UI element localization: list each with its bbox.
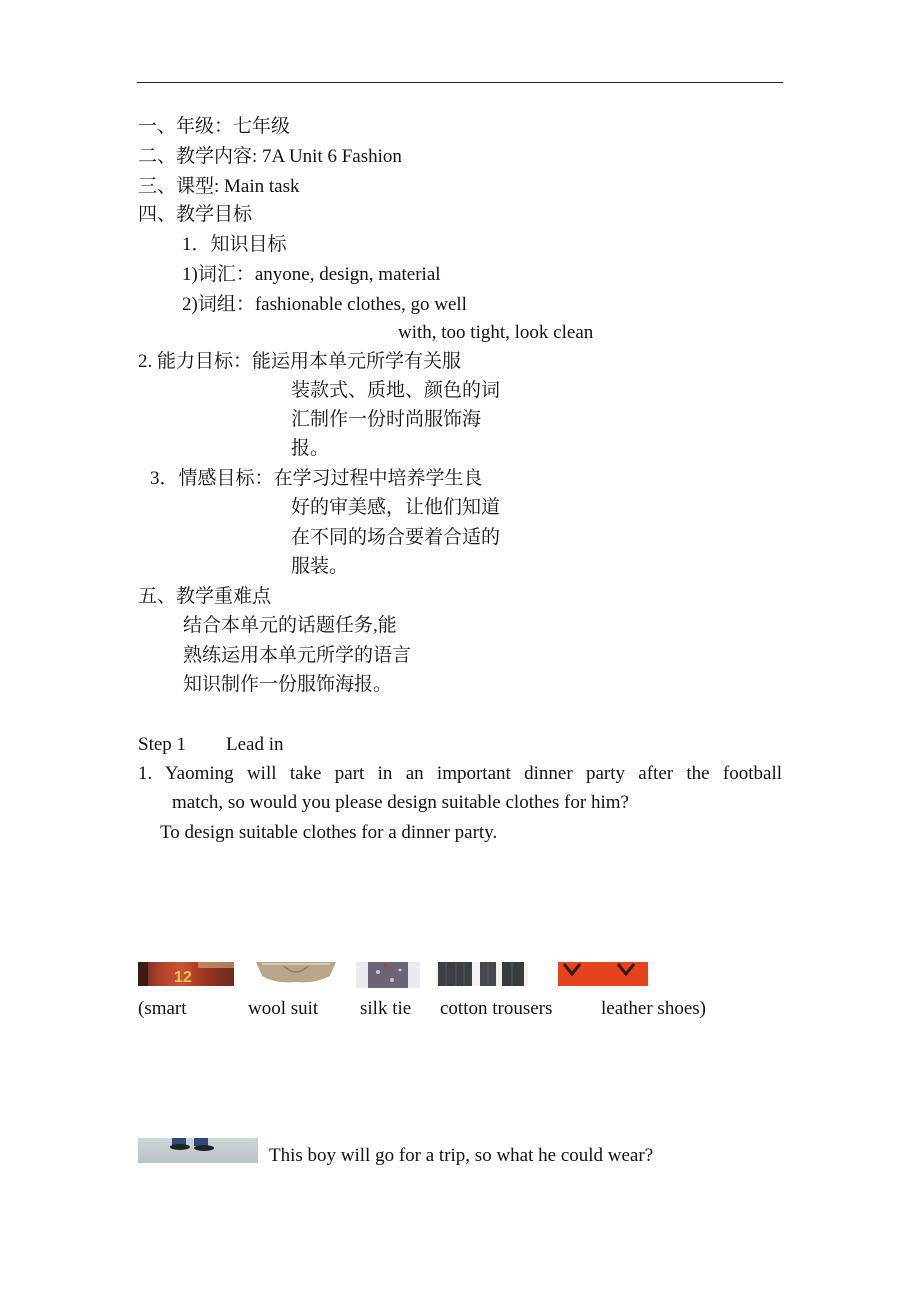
knowledge-objective-heading: 1．知识目标 <box>182 234 287 255</box>
grade-line: 一、年级：七年级 <box>138 116 291 137</box>
ability-objective-line-4: 报。 <box>291 438 330 459</box>
basketball-jersey-image <box>138 962 234 986</box>
svg-text:12: 12 <box>174 969 192 986</box>
question-1-answer: To design suitable clothes for a dinner party. <box>160 822 498 843</box>
clothes-label-cotton-trousers: cotton trousers <box>440 998 553 1019</box>
suit-fabric-icon <box>254 962 338 984</box>
step1-title: Lead in <box>226 734 284 755</box>
silk-tie-image <box>356 962 420 988</box>
content-line: 二、教学内容: 7A Unit 6 Fashion <box>138 146 402 167</box>
emotion-objective-line-1: 3．情感目标：在学习过程中培养学生良 <box>150 468 483 489</box>
ability-objective-line-3: 汇制作一份时尚服饰海 <box>291 409 482 430</box>
clothes-label-silk-tie: silk tie <box>360 998 412 1019</box>
objectives-heading: 四、教学目标 <box>138 204 253 225</box>
shoe-emblem-icon <box>558 962 648 986</box>
phrases-line-1: 2)词组：fashionable clothes, go well <box>182 294 467 315</box>
question-1-line-2: match, so would you please design suitable clothes for him? <box>172 792 629 813</box>
key-points-line-3: 知识制作一份服饰海报。 <box>183 674 393 695</box>
vocab-line: 1)词汇：anyone, design, material <box>182 264 441 285</box>
header-rule <box>137 82 783 83</box>
step1-label: Step 1 <box>138 734 187 755</box>
ability-objective-line-2: 装款式、质地、颜色的词 <box>291 380 501 401</box>
tie-icon <box>356 962 420 988</box>
key-points-line-1: 结合本单元的话题任务,能 <box>183 615 397 636</box>
leather-shoes-image <box>558 962 648 986</box>
trip-question: This boy will go for a trip, so what he could wear? <box>269 1145 654 1166</box>
emotion-objective-line-2: 好的审美感，让他们知道 <box>291 497 501 518</box>
emotion-objective-line-4: 服装。 <box>291 556 349 577</box>
clothes-label-smart: (smart <box>138 998 187 1019</box>
ability-objective-line-1: 2. 能力目标：能运用本单元所学有关服 <box>138 351 462 372</box>
clothes-label-leather-shoes: leather shoes) <box>601 998 706 1019</box>
key-points-line-2: 熟练运用本单元所学的语言 <box>183 645 412 666</box>
wool-suit-image <box>254 962 338 984</box>
clothes-label-wool-suit: wool suit <box>248 998 319 1019</box>
key-points-heading: 五、教学重难点 <box>138 586 272 607</box>
cotton-trousers-image <box>436 962 528 986</box>
lesson-type-line: 三、课型: Main task <box>138 176 300 197</box>
boy-trip-image <box>138 1138 258 1163</box>
emotion-objective-line-3: 在不同的场合要着合适的 <box>291 527 501 548</box>
jersey-number-icon <box>138 962 234 986</box>
boy-feet-icon <box>138 1138 258 1163</box>
trousers-icon <box>436 962 528 986</box>
phrases-line-2: with, too tight, look clean <box>398 322 594 343</box>
question-1-line-1: 1. Yaoming will take part in an important dinner party after the football <box>138 763 782 784</box>
